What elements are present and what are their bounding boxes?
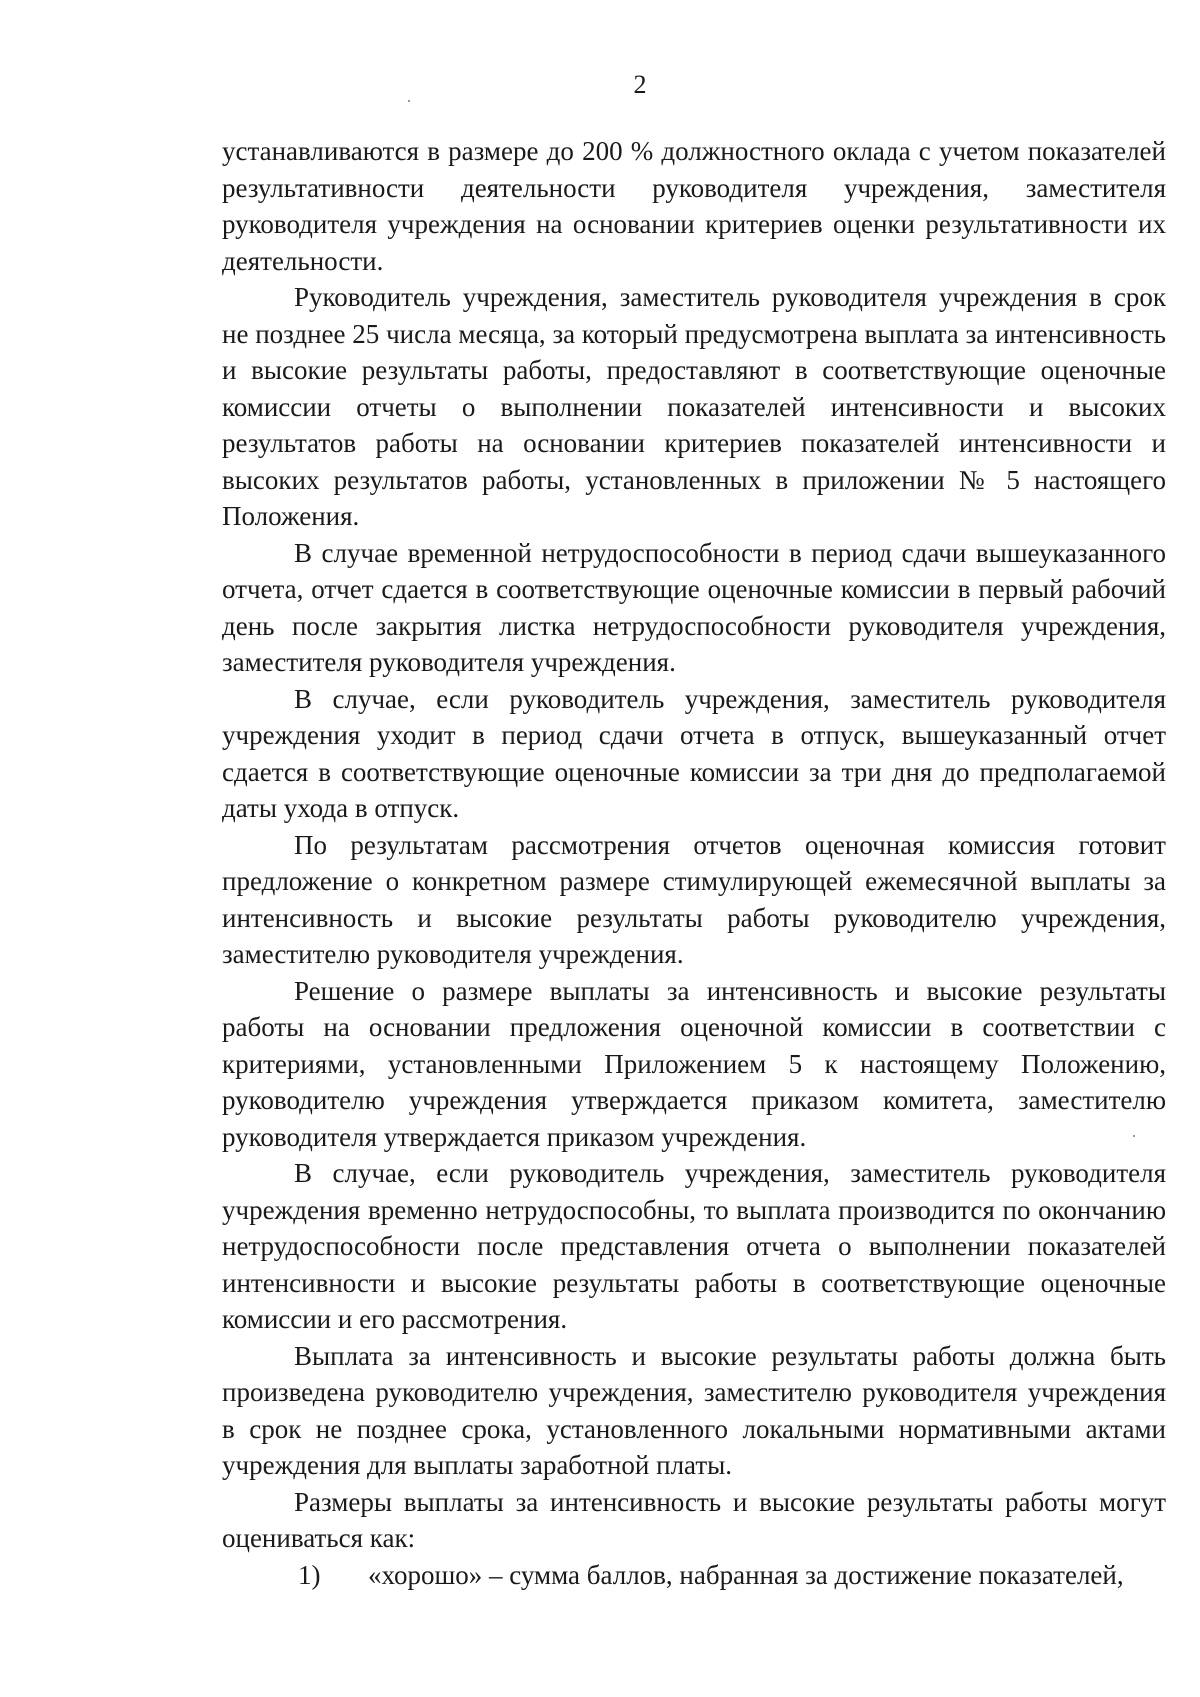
list-marker: 1): [298, 1559, 321, 1590]
paragraph: Выплата за интенсивность и высокие результаты работы должна быть произведена руководителю учреждения, заместителю руководителя учреждения в срок не позднее срока, установленного локальными нормативными актами учреждения для выплаты заработной платы.: [222, 1340, 1166, 1480]
paragraph: Размеры выплаты за интенсивность и высокие результаты работы могут оцениваться как:: [222, 1486, 1166, 1553]
paragraph: Решение о размере выплаты за интенсивность и высокие результаты работы на основании предложения оценочной комиссии в соответствии с критериями, установленными Приложением 5 к настоящему Положению, руководителю учреждения утверждается приказом комитета, заместителю руководителя утверждается приказом учреждения.: [222, 975, 1166, 1152]
list-item-text: «хорошо» – сумма баллов, набранная за достижение показателей,: [368, 1559, 1124, 1590]
paragraph: устанавливаются в размере до 200 % должностного оклада с учетом показателей результативности деятельности руководителя учреждения, заместителя руководителя учреждения на основании критериев оценки результативности их деятельности.: [222, 136, 1166, 276]
paragraph: Руководитель учреждения, заместитель руководителя учреждения в срок не позднее 25 числа месяца, за который предусмотрена выплата за интенсивность и высокие результаты работы, предоставляют в соответствующие оценочные комиссии отчеты о выполнении показателей интенсивности и высоких результатов работы на основании критериев показателей интенсивности и высоких результатов работы, установленных в приложении № 5 настоящего Положения.: [222, 282, 1166, 531]
paragraph: По результатам рассмотрения отчетов оценочная комиссия готовит предложение о конкретном размере стимулирующей ежемесячной выплаты за интенсивность и высокие результаты работы руководителю учреждения, заместителю руководителя учреждения.: [222, 829, 1166, 969]
page-number: 2: [633, 70, 647, 99]
paragraph: В случае, если руководитель учреждения, заместитель руководителя учреждения временно нетрудоспособны, то выплата производится по окончанию нетрудоспособности после представления отчета о выполнении показателей интенсивности и высокие результаты работы в соответствующие оценочные комиссии и его рассмотрения.: [222, 1158, 1166, 1334]
paragraph: В случае временной нетрудоспособности в период сдачи вышеуказанного отчета, отчет сдается в соответствующие оценочные комиссии в первый рабочий день после закрытия листка нетрудоспособности руководителя учреждения, заместителя руководителя учреждения.: [222, 537, 1166, 677]
list-item: [222, 1557, 1166, 1594]
document-body: [222, 133, 1166, 1593]
scan-speck: [408, 100, 410, 102]
paragraph: В случае, если руководитель учреждения, заместитель руководителя учреждения уходит в период сдачи отчета в отпуск, вышеуказанный отчет сдается в соответствующие оценочные комиссии за три дня до предполагаемой даты ухода в отпуск.: [222, 683, 1166, 823]
